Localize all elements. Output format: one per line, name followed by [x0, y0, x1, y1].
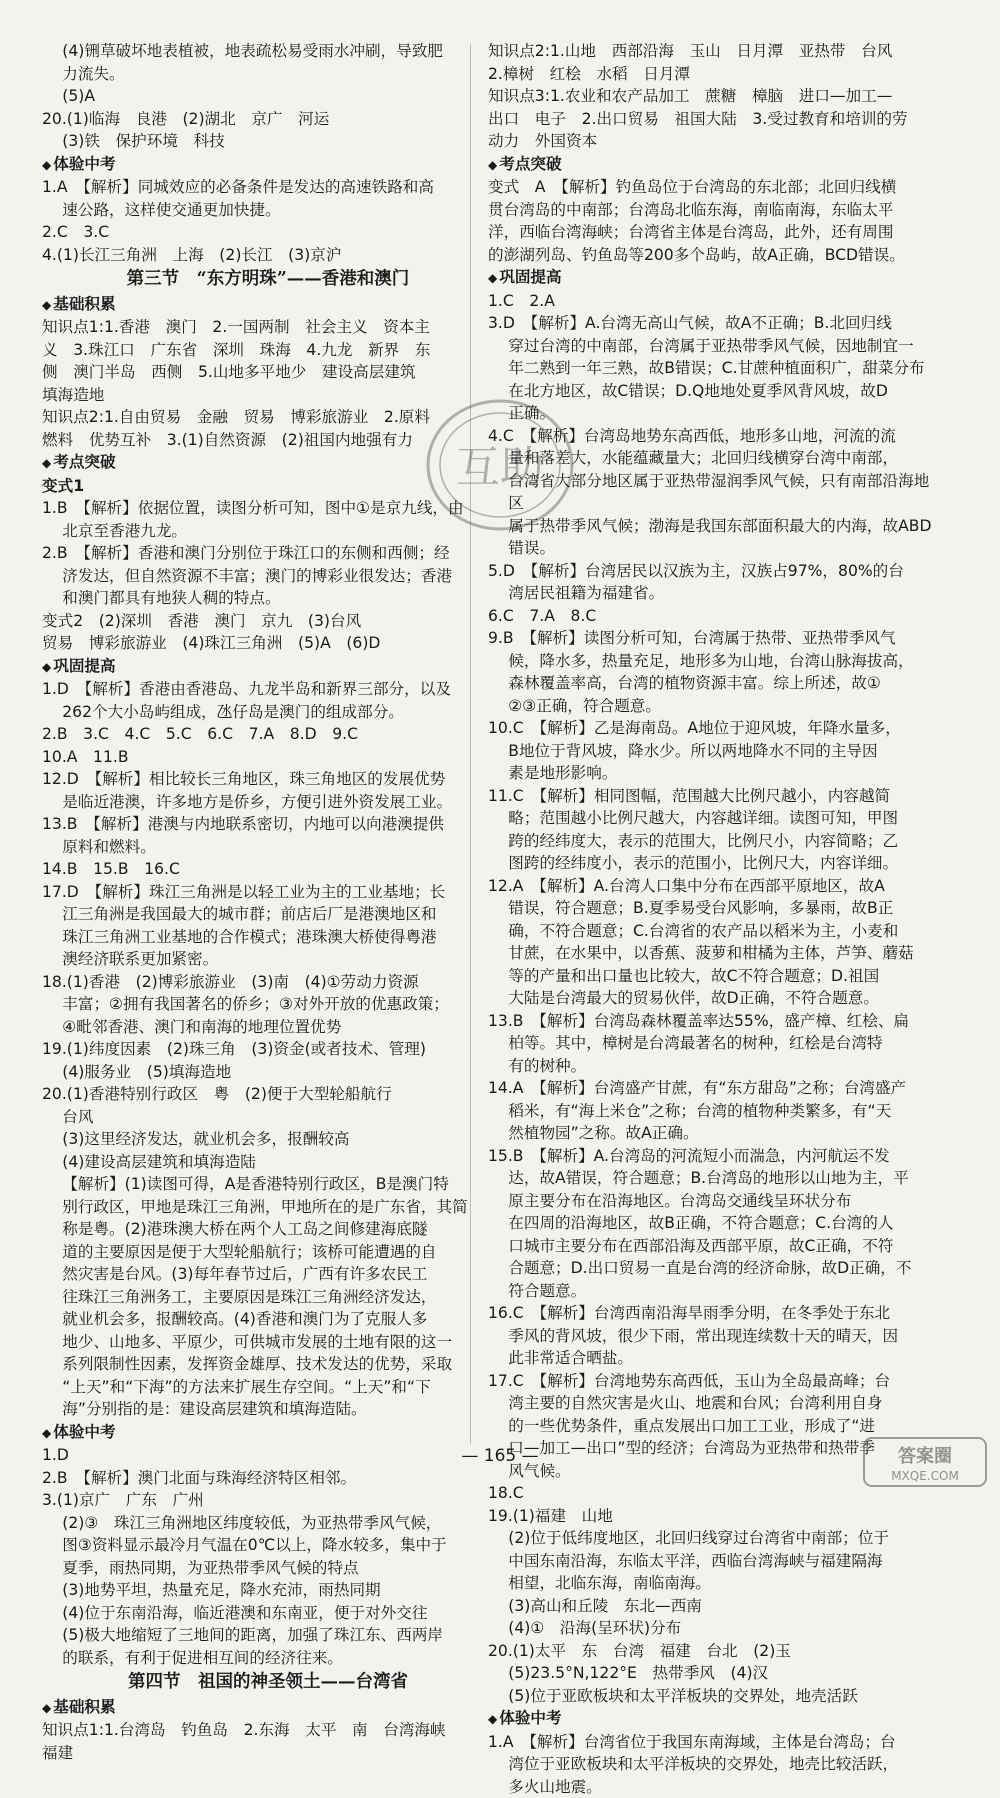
- text-line: (5)极大地缩短了三地间的距离，加强了珠江东、西两岸: [42, 1624, 494, 1647]
- svg-text:互助: 互助: [456, 442, 544, 493]
- subsection-heading: ◆ 巩固提高: [42, 655, 494, 679]
- text-line: (4)铏草破坏地表植被，地表疏松易受雨水冲刷，导致肥: [42, 40, 494, 63]
- text-line: 江三角洲是我国最大的城市群；前店后厂是港澳地区和: [42, 903, 494, 926]
- text-line: 12.D 【解析】相比较长三角地区，珠三角地区的发展优势: [42, 768, 494, 791]
- text-line: 是临近港澳，许多地方是侨乡，方便引进外资发展工业。: [42, 791, 494, 814]
- text-line: 262个大小岛屿组成，氹仔岛是澳门的组成部分。: [42, 701, 494, 724]
- text-line: 甘蔗，在水果中，以香蕉、菠萝和柑橘为主体，芦笋、蘑菇: [488, 942, 940, 965]
- text-line: 相望，北临东海，南临南海。: [488, 1572, 940, 1595]
- text-line: ④毗邻香港、澳门和南海的地理位置优势: [42, 1016, 494, 1039]
- svg-text:MXQE.COM: MXQE.COM: [891, 1469, 959, 1483]
- text-line: 量和落差大，水能蕴藏量大；北回归线横穿台湾中南部，: [488, 447, 940, 470]
- text-line: 柏等。其中，樟树是台湾最著名的树种，红桧是台湾特: [488, 1032, 940, 1055]
- text-line: (4)服务业 (5)填海造地: [42, 1061, 494, 1084]
- text-line: 达，故A错误，符合题意；B.台湾岛的地形以山地为主，平: [488, 1167, 940, 1190]
- subsection-heading: ◆ 体验中考: [488, 1707, 940, 1731]
- text-line: (4)① 沿海(呈环状)分布: [488, 1617, 940, 1640]
- text-line: 系列限制性因素，发挥资金雄厚、技术发达的优势，采取: [42, 1353, 494, 1376]
- right-column: [488, 40, 940, 1798]
- text-line: 口—加工—出口”型的经济；台湾岛为亚热带和热带季: [488, 1437, 940, 1460]
- text-line: 季风的背风坡，很少下雨，常出现连续数十天的晴天，因: [488, 1325, 940, 1348]
- text-line: (2)位于低纬度地区，北回归线穿过台湾省中南部；位于: [488, 1527, 940, 1550]
- svg-text:答案圈: 答案圈: [898, 1445, 952, 1467]
- text-line: 2.B 3.C 4.C 5.C 6.C 7.A 8.D 9.C: [42, 723, 494, 746]
- text-line: 然植物园”之称。故A正确。: [488, 1122, 940, 1145]
- text-line: (4)位于东南沿海，临近港澳和东南亚，便于对外交往: [42, 1602, 494, 1625]
- text-line: 1.C 2.A: [488, 290, 940, 313]
- text-line: 夏季，雨热同期，为亚热带季风气候的特点: [42, 1557, 494, 1580]
- text-line: 地少、山地多、平原少，可供城市发展的土地有限的这一: [42, 1331, 494, 1354]
- text-line: 风气候。: [488, 1460, 940, 1483]
- text-line: 台风: [42, 1106, 494, 1129]
- text-line: 贯台湾岛的中南部；台湾岛北临东海，南临南海，东临太平: [488, 199, 940, 222]
- text-line: 原料和燃料。: [42, 836, 494, 859]
- text-line: 20.(1)太平 东 台湾 福建 台北 (2)玉: [488, 1640, 940, 1663]
- text-line: 确，不符合题意；C.台湾省的农产品以稻米为主，小麦和: [488, 920, 940, 943]
- text-line: (4)建设高层建筑和填海造陆: [42, 1151, 494, 1174]
- text-line: 知识点2:1.山地 西部沿海 玉山 日月潭 亚热带 台风: [488, 40, 940, 63]
- text-line: 燃料 优势互补 3.(1)自然资源 (2)祖国内地强有力: [42, 429, 494, 452]
- text-line: (2)③ 珠江三角洲地区纬度较低，为亚热带季风气候，: [42, 1512, 494, 1535]
- text-line: 北京至香港九龙。: [42, 520, 494, 543]
- text-line: (3)铁 保护环境 科技: [42, 130, 494, 153]
- page-number: — 165 —: [0, 1446, 1000, 1466]
- text-line: 19.(1)纬度因素 (2)珠三角 (3)资金(或者技术、管理): [42, 1038, 494, 1061]
- text-line: 在北方地区，故C错误；D.Q地地处夏季风背风坡，故D: [488, 380, 940, 403]
- text-line: 2.B 【解析】香港和澳门分别位于珠江口的东侧和西侧；经: [42, 542, 494, 565]
- text-line: 知识点1:1.台湾岛 钓鱼岛 2.东海 太平 南 台湾海峡: [42, 1719, 494, 1742]
- subsection-heading: ◆ 体验中考: [42, 1421, 494, 1445]
- text-line: 知识点3:1.农业和农产品加工 蔗糖 樟脑 进口—加工—: [488, 85, 940, 108]
- text-line: 力流失。: [42, 63, 494, 86]
- text-line: 然灾害是台风。(3)每年春节过后，广西有许多农民工: [42, 1263, 494, 1286]
- text-line: 错误。: [488, 537, 940, 560]
- text-line: 错误，符合题意；B.夏季易受台风影响，多暴雨，故B正: [488, 897, 940, 920]
- text-line: 17.C 【解析】台湾地势东高西低，玉山为全岛最高峰；台: [488, 1370, 940, 1393]
- text-line: 【解析】(1)读图可得，A是香港特别行政区，B是澳门特: [42, 1173, 494, 1196]
- text-line: 的澎湖列岛、钓鱼岛等200多个岛屿，故A正确，BCD错误。: [488, 244, 940, 267]
- text-line: 稻米，有“海上米仓”之称；台湾的植物种类繁多，有“天: [488, 1100, 940, 1123]
- text-line: 4.C 【解析】台湾岛地势东高西低，地形多山地，河流的流: [488, 425, 940, 448]
- text-line: 1.D 【解析】香港由香港岛、九龙半岛和新界三部分，以及: [42, 678, 494, 701]
- text-line: 填海造地: [42, 384, 494, 407]
- text-line: 有的树种。: [488, 1055, 940, 1078]
- text-line: 15.B 【解析】A.台湾岛的河流短小而湍急，内河航运不发: [488, 1145, 940, 1168]
- text-line: 贸易 博彩旅游业 (4)珠江三角洲 (5)A (6)D: [42, 632, 494, 655]
- text-line: 义 3.珠江口 广东省 深圳 珠海 4.九龙 新界 东: [42, 339, 494, 362]
- text-line: 往珠江三角洲务工，主要原因是珠江三角洲经济发达，: [42, 1286, 494, 1309]
- text-line: B地位于背风坡，降水少。所以两地降水不同的主导因: [488, 740, 940, 763]
- text-line: 图③资料显示最冷月气温在0℃以上，降水较多，集中于: [42, 1534, 494, 1557]
- text-line: 变式2 (2)深圳 香港 澳门 京九 (3)台风: [42, 610, 494, 633]
- text-line: 口城市主要分布在西部沿海及西部平原，故C正确，不符: [488, 1235, 940, 1258]
- section-title: 第三节 “东方明珠”——香港和澳门: [42, 268, 494, 291]
- text-line: 福建: [42, 1742, 494, 1765]
- text-line: “上天”和“下海”的方法来扩展生存空间。“上天”和“下: [42, 1376, 494, 1399]
- left-column: [42, 40, 494, 1764]
- text-line: 穿过台湾的中南部，台湾属于亚热带季风气候，因地制宜一: [488, 335, 940, 358]
- text-line: 18.(1)香港 (2)博彩旅游业 (3)南 (4)①劳动力资源: [42, 971, 494, 994]
- text-line: 6.C 7.A 8.C: [488, 605, 940, 628]
- text-line: 1.B 【解析】依据位置，读图分析可知，图中①是京九线，由: [42, 497, 494, 520]
- text-line: 中国东南沿海，东临太平洋，西临台湾海峡与福建隔海: [488, 1550, 940, 1573]
- text-line: 17.D 【解析】珠江三角洲是以轻工业为主的工业基地；长: [42, 881, 494, 904]
- text-line: 20.(1)临海 良港 (2)湖北 京广 河运: [42, 108, 494, 131]
- text-line: 10.C 【解析】乙是海南岛。A地位于迎风坡，年降水量多，: [488, 717, 940, 740]
- text-line: (5)23.5°N,122°E 热带季风 (4)汉: [488, 1662, 940, 1685]
- text-line: 5.D 【解析】台湾居民以汉族为主，汉族占97%，80%的台: [488, 560, 940, 583]
- text-line: 18.C: [488, 1482, 940, 1505]
- text-line: 3.(1)京广 广东 广州: [42, 1489, 494, 1512]
- text-line: 道的主要原因是便于大型轮船航行；该桥可能遭遇的自: [42, 1241, 494, 1264]
- text-line: 合题意；D.出口贸易一直是台湾的经济命脉，故D正确，不: [488, 1257, 940, 1280]
- text-line: 大陆是台湾最大的贸易伙伴，故D正确，不符合题意。: [488, 987, 940, 1010]
- text-line: 年二熟到一年三熟，故B错误；C.甘蔗种植面积广，甜菜分布: [488, 357, 940, 380]
- text-line: 4.(1)长江三角洲 上海 (2)长江 (3)京沪: [42, 244, 494, 267]
- subsection-heading: ◆ 考点突破: [42, 451, 494, 475]
- text-line: 候，降水多，热量充足，地形多为山地，台湾山脉海拔高，: [488, 650, 940, 673]
- text-line: 知识点2:1.自由贸易 金融 贸易 博彩旅游业 2.原料: [42, 406, 494, 429]
- text-line: 素是地形影响。: [488, 762, 940, 785]
- text-line: 湾主要的自然灾害是火山、地震和台风；台湾利用自身: [488, 1392, 940, 1415]
- text-line: 20.(1)香港特别行政区 粤 (2)便于大型轮船航行: [42, 1083, 494, 1106]
- text-line: (5)A: [42, 85, 494, 108]
- text-line: 11.C 【解析】相同图幅，范围越大比例尺越小，内容越简: [488, 785, 940, 808]
- text-line: 10.A 11.B: [42, 746, 494, 769]
- text-line: 的联系，有利于促进相互间的经济往来。: [42, 1647, 494, 1670]
- text-line: 在四周的沿海地区，故B正确，不符合题意；C.台湾的人: [488, 1212, 940, 1235]
- text-line: 出口 电子 2.出口贸易 祖国大陆 3.受过教育和培训的劳: [488, 108, 940, 131]
- text-line: 丰富；②拥有我国著名的侨乡；③对外开放的优惠政策；: [42, 993, 494, 1016]
- text-line: 1.A 【解析】同城效应的必备条件是发达的高速铁路和高: [42, 176, 494, 199]
- text-line: 16.C 【解析】台湾西南沿海旱雨季分明，在冬季处于东北: [488, 1302, 940, 1325]
- text-line: 湾居民祖籍为福建省。: [488, 582, 940, 605]
- text-line: 14.B 15.B 16.C: [42, 858, 494, 881]
- section-title: 第四节 祖国的神圣领土——台湾省: [42, 1671, 494, 1694]
- text-line: 2.B 【解析】澳门北面与珠海经济特区相邻。: [42, 1467, 494, 1490]
- text-line: 动力 外国资本: [488, 130, 940, 153]
- text-line: 等的产量和出口量也比较大，故C不符合题意；D.祖国: [488, 965, 940, 988]
- text-line: 原主要分布在沿海地区。台湾岛交通线呈环状分布: [488, 1190, 940, 1213]
- text-line: (3)高山和丘陵 东北—西南: [488, 1595, 940, 1618]
- subsection-heading: ◆ 体验中考: [42, 153, 494, 177]
- text-line: 跨的经纬度大，表示的范围大，比例尺小，内容简略；乙: [488, 830, 940, 853]
- text-line: 别行政区，甲地是珠江三角洲，甲地所在的是广东省，其简: [42, 1196, 494, 1219]
- text-line: 正确。: [488, 402, 940, 425]
- text-line: 此非常适合晒盐。: [488, 1347, 940, 1370]
- text-line: ②③正确，符合题意。: [488, 695, 940, 718]
- text-line: 1.A 【解析】台湾省位于我国东南海域，主体是台湾岛；台: [488, 1731, 940, 1754]
- subsection-heading: ◆ 基础积累: [42, 1696, 494, 1720]
- text-line: 1.D: [42, 1444, 494, 1467]
- text-line: 侧 澳门半岛 西侧 5.山地多平地少 建设高层建筑: [42, 361, 494, 384]
- text-line: 森林覆盖率高，台湾的植物资源丰富。综上所述，故①: [488, 672, 940, 695]
- text-line: (3)地势平坦，热量充足，降水充沛，雨热同期: [42, 1579, 494, 1602]
- text-line: 珠江三角洲工业基地的合作模式；港珠澳大桥使得粤港: [42, 926, 494, 949]
- text-line: 3.D 【解析】A.台湾无高山气候，故A不正确；B.北回归线: [488, 312, 940, 335]
- text-line: 19.(1)福建 山地: [488, 1505, 940, 1528]
- text-line: 速公路，这样使交通更加快捷。: [42, 199, 494, 222]
- text-line: 多火山地震。: [488, 1776, 940, 1798]
- text-line: 13.B 【解析】港澳与内地联系密切，内地可以向港澳提供: [42, 813, 494, 836]
- text-line: 就业机会多，报酬较高。(4)香港和澳门为了克服人多: [42, 1308, 494, 1331]
- text-line: (5)位于亚欧板块和太平洋板块的交界处，地壳活跃: [488, 1685, 940, 1708]
- text-line: 和澳门都具有地狭人稠的特点。: [42, 587, 494, 610]
- text-line: 洋，西临台湾海峡；台湾省主体是台湾岛，此外，还有周围: [488, 221, 940, 244]
- text-line: 图跨的经纬度小，表示的范围小，比例尺大，内容详细。: [488, 852, 940, 875]
- text-line: 湾位于亚欧板块和太平洋板块的交界处，地壳比较活跃，: [488, 1753, 940, 1776]
- text-line: 13.B 【解析】台湾岛森林覆盖率达55%，盛产樟、红桧、扁: [488, 1010, 940, 1033]
- subsection-heading: ◆ 基础积累: [42, 293, 494, 317]
- text-line: (3)这里经济发达，就业机会多，报酬较高: [42, 1128, 494, 1151]
- text-line: 2.C 3.C: [42, 221, 494, 244]
- text-line: 海”分别指的是：建设高层建筑和填海造陆。: [42, 1398, 494, 1421]
- subsection-heading: ◆ 考点突破: [488, 153, 940, 177]
- text-line: 知识点1:1.香港 澳门 2.一国两制 社会主义 资本主: [42, 316, 494, 339]
- text-line: 12.A 【解析】A.台湾人口集中分布在西部平原地区，故A: [488, 875, 940, 898]
- text-line: 符合题意。: [488, 1280, 940, 1303]
- text-line: 略；范围越小比例尺越大，内容越详细。读图可知，甲图: [488, 807, 940, 830]
- text-line: 变式 A 【解析】钓鱼岛位于台湾岛的东北部；北回归线横: [488, 176, 940, 199]
- text-line: 14.A 【解析】台湾盛产甘蔗，有“东方甜岛”之称；台湾盛产: [488, 1077, 940, 1100]
- text-line: 台湾省大部分地区属于亚热带湿润季风气候，只有南部沿海地区: [488, 470, 940, 515]
- text-line: 属于热带季风气候；渤海是我国东部面积最大的内海，故ABD: [488, 515, 940, 538]
- text-line: 2.樟树 红桧 水稻 日月潭: [488, 63, 940, 86]
- stamp-seal-icon: [420, 390, 580, 540]
- column-divider: [470, 44, 471, 1444]
- text-line: 称是粤。(2)港珠澳大桥在两个人工岛之间修建海底隧: [42, 1218, 494, 1241]
- text-line: 澳经济联系更加紧密。: [42, 948, 494, 971]
- text-line: 济发达，但自然资源不丰富；澳门的博彩业很发达；香港: [42, 565, 494, 588]
- subsection-heading: ◆ 巩固提高: [488, 266, 940, 290]
- text-line: 变式1: [42, 475, 494, 498]
- text-line: 的一些优势条件，重点发展出口加工工业，形成了“进: [488, 1415, 940, 1438]
- watermark-logo-icon: [862, 1436, 988, 1488]
- text-line: 9.B 【解析】读图分析可知，台湾属于热带、亚热带季风气: [488, 627, 940, 650]
